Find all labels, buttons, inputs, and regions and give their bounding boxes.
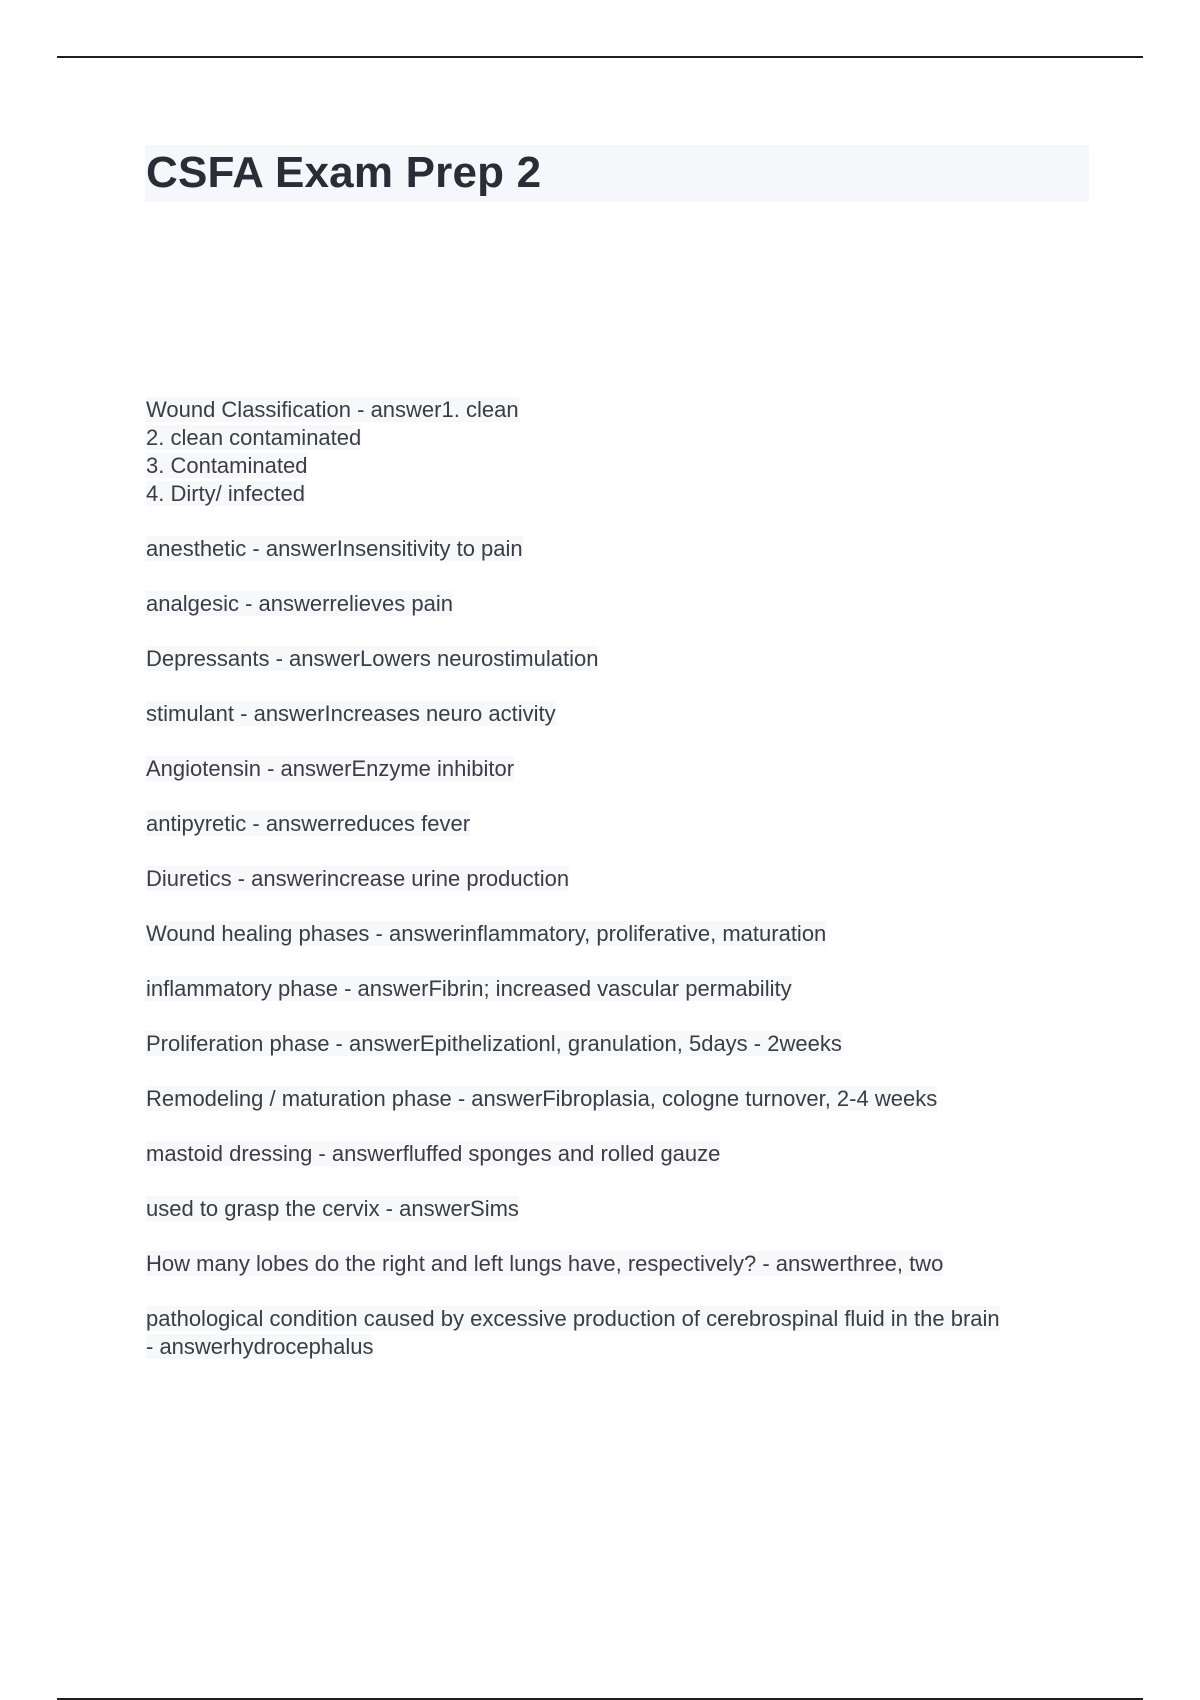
qa-line [146, 535, 1096, 563]
qa-line [146, 590, 1096, 618]
qa-text: anesthetic - answerInsensitivity to pain [146, 536, 523, 561]
qa-line [146, 920, 1096, 948]
qa-entry [146, 975, 1096, 1003]
qa-text: stimulant - answerIncreases neuro activity [146, 701, 556, 726]
qa-entry [146, 1030, 1096, 1058]
qa-text: inflammatory phase - answerFibrin; increased vascular permability [146, 976, 792, 1001]
qa-line [146, 396, 1096, 424]
qa-entry [146, 1250, 1096, 1278]
qa-line [146, 1250, 1096, 1278]
qa-entry [146, 755, 1096, 783]
qa-list [146, 396, 1096, 1388]
qa-entry [146, 590, 1096, 618]
qa-text: analgesic - answerrelieves pain [146, 591, 453, 616]
qa-line [146, 1085, 1096, 1113]
qa-text: used to grasp the cervix - answerSims [146, 1196, 519, 1221]
qa-text: 2. clean contaminated [146, 425, 362, 450]
qa-text: pathological condition caused by excessive production of cerebrospinal fluid in the brain [146, 1306, 1000, 1331]
qa-text: 3. Contaminated [146, 453, 308, 478]
page-title: CSFA Exam Prep 2 [146, 148, 542, 197]
qa-text: How many lobes do the right and left lungs have, respectively? - answerthree, two [146, 1251, 944, 1276]
qa-text: Wound healing phases - answerinflammatory, proliferative, maturation [146, 921, 827, 946]
qa-entry [146, 810, 1096, 838]
qa-line [146, 1140, 1096, 1168]
qa-entry [146, 535, 1096, 563]
qa-text: Depressants - answerLowers neurostimulation [146, 646, 599, 671]
qa-line [146, 1305, 1096, 1333]
qa-entry [146, 865, 1096, 893]
top-rule [57, 56, 1143, 58]
qa-line [146, 645, 1096, 673]
qa-text: Remodeling / maturation phase - answerFibroplasia, cologne turnover, 2-4 weeks [146, 1086, 938, 1111]
qa-line [146, 810, 1096, 838]
qa-line [146, 1030, 1096, 1058]
qa-text: mastoid dressing - answerfluffed sponges and rolled gauze [146, 1141, 721, 1166]
qa-text: Diuretics - answerincrease urine production [146, 866, 570, 891]
qa-entry [146, 645, 1096, 673]
qa-entry [146, 1085, 1096, 1113]
qa-text: antipyretic - answerreduces fever [146, 811, 471, 836]
qa-entry [146, 1305, 1096, 1361]
qa-line [146, 1333, 1096, 1361]
qa-line [146, 865, 1096, 893]
qa-line [146, 452, 1096, 480]
qa-line [146, 700, 1096, 728]
qa-text: Angiotensin - answerEnzyme inhibitor [146, 756, 515, 781]
qa-entry [146, 700, 1096, 728]
qa-line [146, 480, 1096, 508]
qa-line [146, 1195, 1096, 1223]
qa-entry [146, 396, 1096, 508]
qa-line [146, 424, 1096, 452]
qa-text: 4. Dirty/ infected [146, 481, 305, 506]
qa-text: Wound Classification - answer1. clean [146, 397, 519, 422]
qa-line [146, 975, 1096, 1003]
qa-entry [146, 1140, 1096, 1168]
qa-text: Proliferation phase - answerEpithelizationl, granulation, 5days - 2weeks [146, 1031, 842, 1056]
qa-entry [146, 1195, 1096, 1223]
qa-text: - answerhydrocephalus [146, 1334, 374, 1359]
qa-line [146, 755, 1096, 783]
qa-entry [146, 920, 1096, 948]
